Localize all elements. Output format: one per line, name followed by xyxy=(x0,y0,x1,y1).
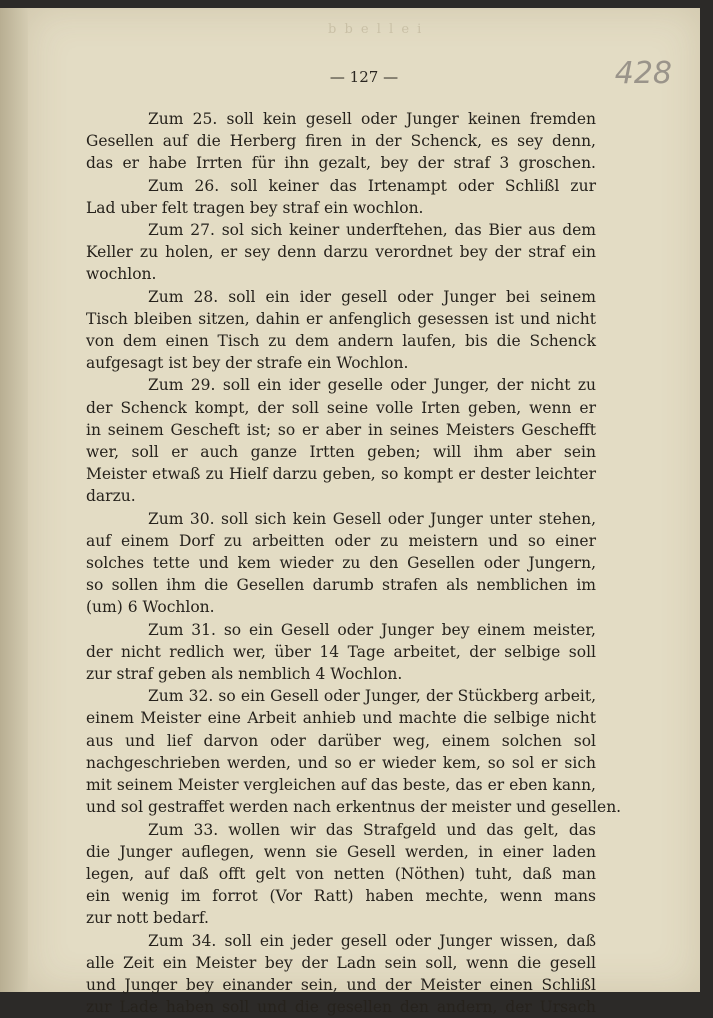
text-line: ein wenig im forrot (Vor Ratt) haben mechte, wenn mans xyxy=(86,887,596,906)
text-line: Zum 33. wollen wir das Strafgeld und das gelt, das xyxy=(148,820,596,839)
text-line: solches tette und kem wieder zu den Gesellen oder Jungern, xyxy=(86,554,596,573)
text-line: aus und lief darvon oder darüber weg, einem solchen sol xyxy=(86,731,596,750)
document-page xyxy=(28,8,700,1017)
page-number: — 127 — xyxy=(329,68,399,86)
text-line: wer, soll er auch ganze Irtten geben; will ihm aber sein xyxy=(86,443,596,462)
text-line: Zum 30. soll sich kein Gesell oder Junger unter stehen, xyxy=(148,509,596,528)
text-line: Zum 31. so ein Gesell oder Junger bey einem meister, xyxy=(148,620,596,639)
pencil-folio-number: 428 xyxy=(614,56,672,91)
text-line: aufgesagt ist bey der strafe ein Wochlon. xyxy=(86,354,409,373)
bleed-through-text: b b e l l e i xyxy=(328,22,424,37)
text-line: legen, auf daß offt gelt von netten (Nöthen) tuht, daß man xyxy=(86,864,596,883)
text-line: Zum 32. so ein Gesell oder Junger, der Stückberg arbeit, xyxy=(148,687,596,706)
text-line: nachgeschrieben werden, und so er wieder kem, so sol er sich xyxy=(86,753,596,772)
text-line: einem Meister eine Arbeit anhieb und machte die selbige nicht xyxy=(86,709,596,728)
text-line: alle Zeit ein Meister bey der Ladn sein soll, wenn die gesell xyxy=(86,953,596,972)
text-line: und Junger bey einander sein, und der Meister einen Schlißl xyxy=(86,975,596,994)
text-line: Lad uber felt tragen bey straf ein wochlon. xyxy=(86,198,424,217)
text-line: auf einem Dorf zu arbeitten oder zu meistern und so einer xyxy=(86,531,596,550)
text-line: in seinem Gescheft ist; so er aber in seines Meisters Geschefft xyxy=(86,420,596,439)
text-line: die Junger auflegen, wenn sie Gesell werden, in einer laden xyxy=(86,842,596,861)
text-line: Gesellen auf die Herberg firen in der Schenck, es sey denn, xyxy=(86,132,596,151)
text-line: mit seinem Meister vergleichen auf das beste, das er eben kann, xyxy=(86,776,596,795)
text-line: Zum 34. soll ein jeder gesell oder Junger wissen, daß xyxy=(148,931,596,950)
text-line: Zum 28. soll ein ider gesell oder Junger bei seinem xyxy=(148,287,596,306)
text-line: zur Lade haben soll und die gesellen den andern, der Ursach xyxy=(86,998,596,1017)
text-line: (um) 6 Wochlon. xyxy=(86,598,215,617)
text-line: das er habe Irrten für ihn gezalt, bey der straf 3 groschen. xyxy=(86,154,596,173)
text-line: Tisch bleiben sitzen, dahin er anfenglich gesessen ist und nicht xyxy=(86,309,596,328)
text-line: darzu. xyxy=(86,487,136,506)
body-text xyxy=(86,108,622,1018)
text-line: Keller zu holen, er sey denn darzu verordnet bey der straf ein xyxy=(86,243,596,262)
text-line: der Schenck kompt, der soll seine volle Irten geben, wenn er xyxy=(86,398,596,417)
text-line: Zum 29. soll ein ider geselle oder Junger, der nicht zu xyxy=(148,376,596,395)
text-line: zur nott bedarf. xyxy=(86,909,209,928)
text-line: und sol gestraffet werden nach erkentnus der meister und gesellen. xyxy=(86,798,622,817)
text-line: Zum 27. sol sich keiner underftehen, das Bier aus dem xyxy=(148,221,596,240)
text-line: Zum 26. soll keiner das Irtenampt oder Schlißl zur xyxy=(148,176,596,195)
text-line: so sollen ihm die Gesellen darumb strafen als nemblichen im xyxy=(86,576,596,595)
text-line: Meister etwaß zu Hielf darzu geben, so kompt er dester leichter xyxy=(86,465,596,484)
binding-edge xyxy=(0,8,30,992)
text-line: der nicht redlich wer, über 14 Tage arbeitet, der selbige soll xyxy=(86,642,596,661)
text-line: wochlon. xyxy=(86,265,157,284)
text-line: zur straf geben als nemblich 4 Wochlon. xyxy=(86,665,403,684)
text-line: von dem einen Tisch zu dem andern laufen, bis die Schenck xyxy=(86,332,596,351)
text-line: Zum 25. soll kein gesell oder Junger keinen fremden xyxy=(148,110,596,128)
